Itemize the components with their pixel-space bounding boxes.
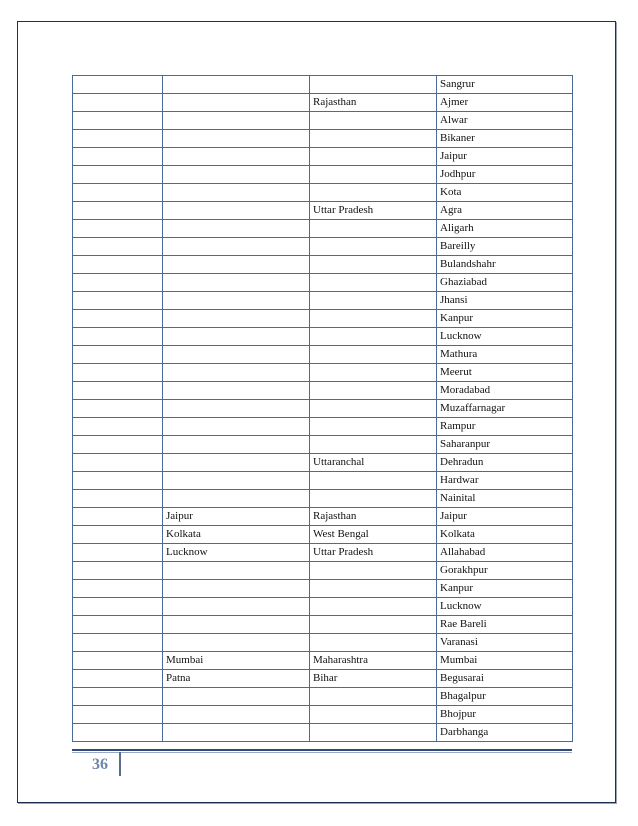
table-cell <box>163 436 310 454</box>
table-cell: Hardwar <box>437 472 573 490</box>
table-cell: Jaipur <box>163 508 310 526</box>
table-cell <box>73 688 163 706</box>
table-cell: Bhojpur <box>437 706 573 724</box>
table-cell: Varanasi <box>437 634 573 652</box>
table-row <box>73 310 573 328</box>
table-cell: Uttar Pradesh <box>310 202 437 220</box>
table-cell: Uttaranchal <box>310 454 437 472</box>
table-cell: Aligarh <box>437 220 573 238</box>
table-cell <box>163 328 310 346</box>
table-cell <box>73 148 163 166</box>
table-cell <box>310 436 437 454</box>
table-cell <box>163 562 310 580</box>
table-cell: Kanpur <box>437 310 573 328</box>
table-cell <box>163 184 310 202</box>
table-cell <box>73 544 163 562</box>
table-cell: Bihar <box>310 670 437 688</box>
table-row <box>73 220 573 238</box>
table-cell <box>163 364 310 382</box>
table-cell: Kolkata <box>163 526 310 544</box>
table-row <box>73 508 573 526</box>
table-cell: Alwar <box>437 112 573 130</box>
table-cell <box>163 490 310 508</box>
table-cell: Jhansi <box>437 292 573 310</box>
table-row <box>73 76 573 94</box>
table-cell <box>163 418 310 436</box>
table-row <box>73 166 573 184</box>
table-cell <box>73 400 163 418</box>
table-cell <box>163 634 310 652</box>
table-cell: Kanpur <box>437 580 573 598</box>
table-row <box>73 418 573 436</box>
table-cell <box>310 292 437 310</box>
table-cell <box>310 112 437 130</box>
table-row <box>73 580 573 598</box>
table-cell <box>310 382 437 400</box>
table-cell <box>163 382 310 400</box>
table-cell <box>310 634 437 652</box>
table-row <box>73 544 573 562</box>
table-row <box>73 652 573 670</box>
table-cell: Gorakhpur <box>437 562 573 580</box>
table-row <box>73 616 573 634</box>
table-cell <box>73 598 163 616</box>
table-cell <box>73 418 163 436</box>
table-row <box>73 526 573 544</box>
table-row <box>73 562 573 580</box>
table-row <box>73 382 573 400</box>
table-cell <box>163 454 310 472</box>
table-cell: Begusarai <box>437 670 573 688</box>
table-cell <box>163 616 310 634</box>
table-cell <box>310 418 437 436</box>
table-row <box>73 400 573 418</box>
table-cell: Bareilly <box>437 238 573 256</box>
table-cell: Jaipur <box>437 148 573 166</box>
table-row <box>73 112 573 130</box>
table-cell <box>163 346 310 364</box>
table-cell <box>310 328 437 346</box>
table-row <box>73 292 573 310</box>
table-row <box>73 454 573 472</box>
table-row <box>73 130 573 148</box>
table-cell <box>73 112 163 130</box>
table-cell <box>310 598 437 616</box>
table-cell <box>73 76 163 94</box>
table-cell: Maharashtra <box>310 652 437 670</box>
table-cell: Bulandshahr <box>437 256 573 274</box>
table-cell <box>163 112 310 130</box>
table-cell <box>163 94 310 112</box>
table-cell <box>73 724 163 742</box>
table-cell <box>310 76 437 94</box>
table-row <box>73 202 573 220</box>
table-cell <box>310 616 437 634</box>
table-cell <box>73 634 163 652</box>
table-cell: Meerut <box>437 364 573 382</box>
table-cell: West Bengal <box>310 526 437 544</box>
table-cell: Patna <box>163 670 310 688</box>
table-cell <box>163 238 310 256</box>
table-cell <box>163 472 310 490</box>
table-cell: Kota <box>437 184 573 202</box>
table-row <box>73 364 573 382</box>
table-body <box>73 76 573 742</box>
footer-rule <box>72 749 572 751</box>
table-cell <box>73 652 163 670</box>
table-cell: Bhagalpur <box>437 688 573 706</box>
table-cell <box>163 706 310 724</box>
table-cell <box>73 130 163 148</box>
table-cell <box>310 580 437 598</box>
table-cell <box>163 202 310 220</box>
table-cell <box>310 490 437 508</box>
table-cell <box>73 562 163 580</box>
table-cell <box>73 670 163 688</box>
table-cell <box>73 346 163 364</box>
table-cell: Sangrur <box>437 76 573 94</box>
table-cell: Allahabad <box>437 544 573 562</box>
table-cell <box>73 310 163 328</box>
table-cell <box>163 130 310 148</box>
table-cell <box>73 580 163 598</box>
table-cell <box>73 364 163 382</box>
footer-rule-thin <box>72 752 572 753</box>
table-cell: Uttar Pradesh <box>310 544 437 562</box>
table-cell: Rae Bareli <box>437 616 573 634</box>
table-cell <box>163 166 310 184</box>
table-cell: Ghaziabad <box>437 274 573 292</box>
table-cell <box>310 148 437 166</box>
table-cell: Nainital <box>437 490 573 508</box>
table-cell <box>73 184 163 202</box>
table-cell <box>163 310 310 328</box>
table-cell <box>163 292 310 310</box>
table-cell: Agra <box>437 202 573 220</box>
table-cell <box>310 220 437 238</box>
table-cell: Mumbai <box>163 652 310 670</box>
page-number: 36 <box>92 756 108 773</box>
table-row <box>73 256 573 274</box>
table-row <box>73 688 573 706</box>
table-cell <box>310 346 437 364</box>
table-row <box>73 598 573 616</box>
table-cell <box>73 616 163 634</box>
table-cell: Lucknow <box>163 544 310 562</box>
table-cell <box>73 274 163 292</box>
table-cell <box>163 400 310 418</box>
table-row <box>73 724 573 742</box>
table-cell <box>163 256 310 274</box>
table-cell <box>310 166 437 184</box>
table-cell: Ajmer <box>437 94 573 112</box>
table-cell <box>73 706 163 724</box>
table-row <box>73 670 573 688</box>
table-cell <box>73 256 163 274</box>
table-cell: Rajasthan <box>310 94 437 112</box>
table-cell <box>163 274 310 292</box>
table-cell <box>310 562 437 580</box>
table-cell <box>310 130 437 148</box>
table-cell <box>73 166 163 184</box>
table-row <box>73 148 573 166</box>
table-row <box>73 346 573 364</box>
table-row <box>73 184 573 202</box>
table-cell: Moradabad <box>437 382 573 400</box>
table-row <box>73 94 573 112</box>
table-cell <box>73 328 163 346</box>
table-cell <box>310 274 437 292</box>
table-cell <box>310 184 437 202</box>
table-cell <box>73 94 163 112</box>
table-row <box>73 490 573 508</box>
table-cell <box>73 202 163 220</box>
table-cell <box>163 724 310 742</box>
table-cell <box>310 310 437 328</box>
table-cell: Muzaffarnagar <box>437 400 573 418</box>
table-cell <box>73 526 163 544</box>
table-cell <box>163 598 310 616</box>
table-cell: Jodhpur <box>437 166 573 184</box>
table-cell <box>310 472 437 490</box>
table-cell: Dehradun <box>437 454 573 472</box>
table-cell <box>163 220 310 238</box>
table-row <box>73 634 573 652</box>
table-cell <box>163 76 310 94</box>
table-row <box>73 328 573 346</box>
table-cell: Bikaner <box>437 130 573 148</box>
table-row <box>73 472 573 490</box>
table-cell <box>73 292 163 310</box>
table-cell: Saharanpur <box>437 436 573 454</box>
table-cell: Kolkata <box>437 526 573 544</box>
table-cell: Lucknow <box>437 598 573 616</box>
data-table <box>72 75 573 742</box>
table-cell: Mathura <box>437 346 573 364</box>
table-cell: Rampur <box>437 418 573 436</box>
table-cell: Mumbai <box>437 652 573 670</box>
table-cell <box>73 238 163 256</box>
table-cell <box>73 436 163 454</box>
table-row <box>73 274 573 292</box>
table-cell <box>310 256 437 274</box>
table-cell <box>163 688 310 706</box>
table-cell <box>73 454 163 472</box>
table-cell: Darbhanga <box>437 724 573 742</box>
table-cell: Jaipur <box>437 508 573 526</box>
table-cell <box>310 364 437 382</box>
table-cell <box>163 148 310 166</box>
table-cell <box>73 220 163 238</box>
table-cell <box>310 724 437 742</box>
table-cell <box>73 490 163 508</box>
table-cell: Rajasthan <box>310 508 437 526</box>
table-row <box>73 436 573 454</box>
table-row <box>73 238 573 256</box>
table-cell <box>163 580 310 598</box>
table-cell <box>310 688 437 706</box>
table-cell <box>310 706 437 724</box>
table-cell <box>310 400 437 418</box>
page-number-divider <box>119 752 121 776</box>
table-row <box>73 706 573 724</box>
table-cell <box>73 508 163 526</box>
table-cell <box>310 238 437 256</box>
table-cell <box>73 382 163 400</box>
table-cell <box>73 472 163 490</box>
table-cell: Lucknow <box>437 328 573 346</box>
